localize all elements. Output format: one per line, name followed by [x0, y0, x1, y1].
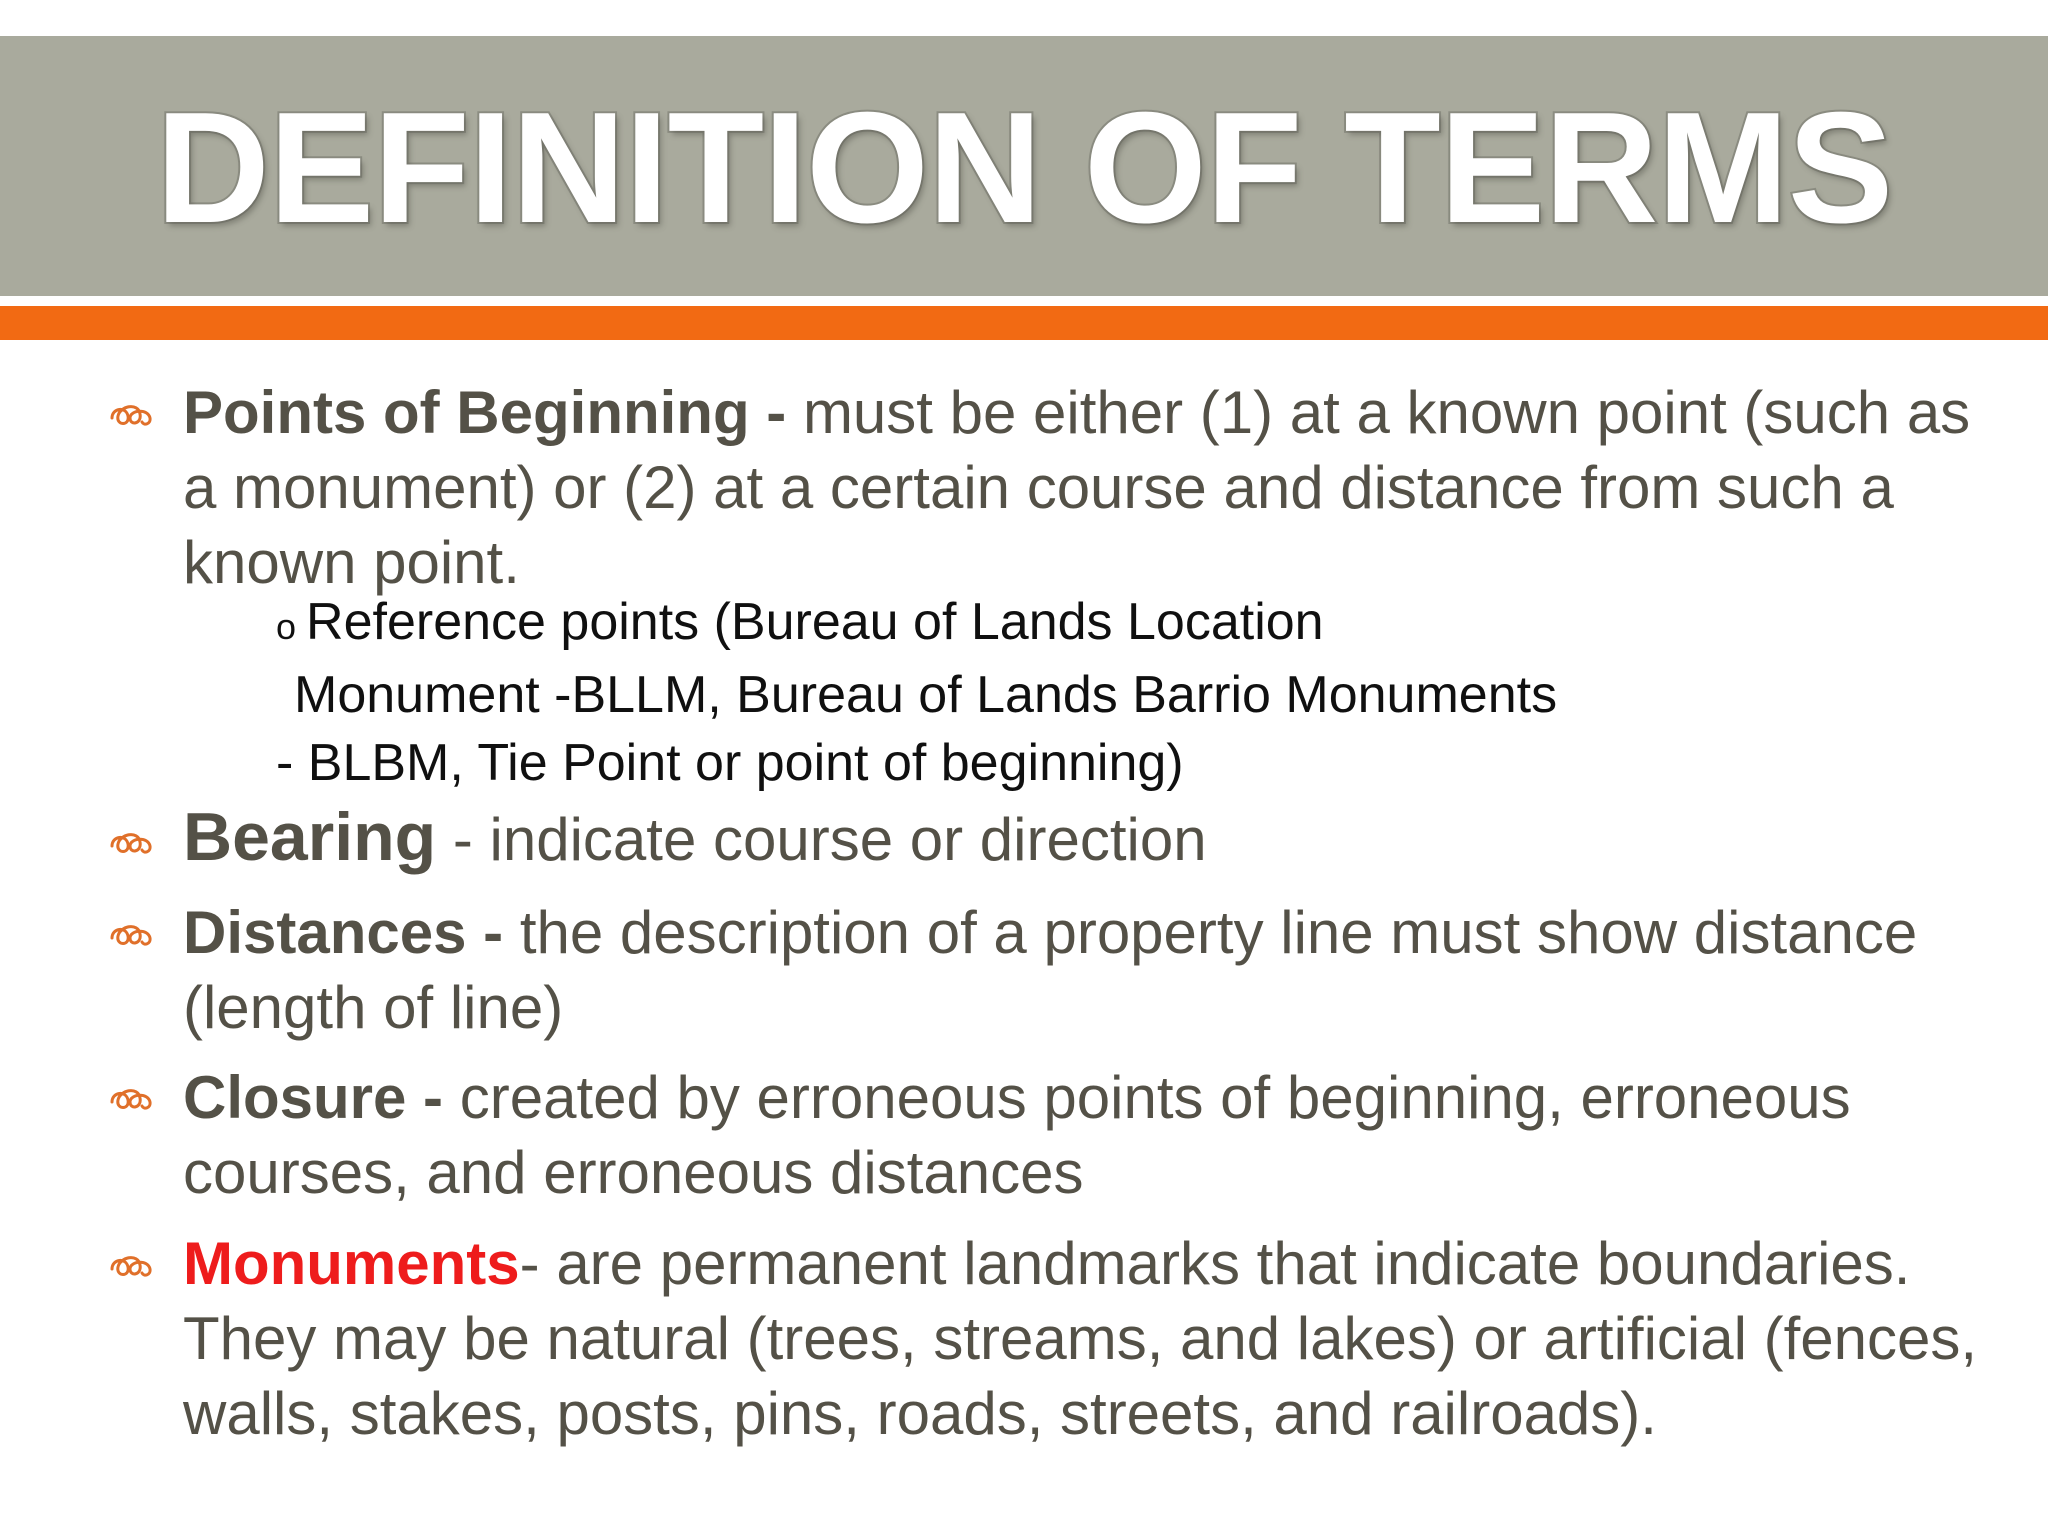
definition-item [183, 1060, 2003, 1210]
accent-rule [0, 306, 2048, 340]
scroll-curl-icon [108, 822, 156, 862]
sub-item-marker: o [276, 606, 297, 647]
term-definition: created by erroneous points of beginning, erroneous courses, and erroneous distances [183, 1064, 1851, 1206]
definition-item [183, 895, 2003, 1045]
sub-item-line: Monument -BLLM, Bureau of Lands Barrio Monuments [294, 666, 1558, 724]
term-label: Bearing [183, 799, 437, 875]
scroll-curl-icon [108, 394, 156, 434]
term-separator: - [519, 1230, 557, 1297]
term-separator: - [749, 379, 803, 446]
term-label: Points of Beginning [183, 379, 750, 446]
term-label: Distances [183, 899, 467, 966]
term-label: Monuments [183, 1230, 520, 1297]
term-definition: must be either (1) at a known point (such as a monument) or (2) at a certain course and distance from such a known point. [183, 379, 1971, 596]
term-separator: - [466, 899, 520, 966]
term-separator: - [436, 806, 490, 873]
scroll-curl-icon [108, 1245, 156, 1285]
term-definition: are permanent landmarks that indicate boundaries. They may be natural (trees, streams, and lakes) or artificial (fences, walls, stakes, posts, pins, roads, streets, and railroads). [183, 1230, 1978, 1447]
scroll-curl-icon [108, 1078, 156, 1118]
definition-item [183, 800, 2003, 877]
scroll-curl-icon [108, 914, 156, 954]
definition-list [0, 360, 2048, 1536]
term-definition: the description of a property line must show distance (length of line) [183, 899, 1918, 1041]
term-separator: - [406, 1064, 460, 1131]
slide-title: DEFINITION OF TERMS [155, 80, 1893, 256]
definition-item [183, 375, 2003, 600]
sub-item-line: o Reference points (Bureau of Lands Location [276, 593, 1324, 651]
sub-item-line: - BLBM, Tie Point or point of beginning) [276, 734, 1184, 792]
term-label: Closure [183, 1064, 407, 1131]
sub-item [276, 588, 1776, 797]
term-definition: indicate course or direction [489, 806, 1207, 873]
definition-item [183, 1226, 2003, 1451]
